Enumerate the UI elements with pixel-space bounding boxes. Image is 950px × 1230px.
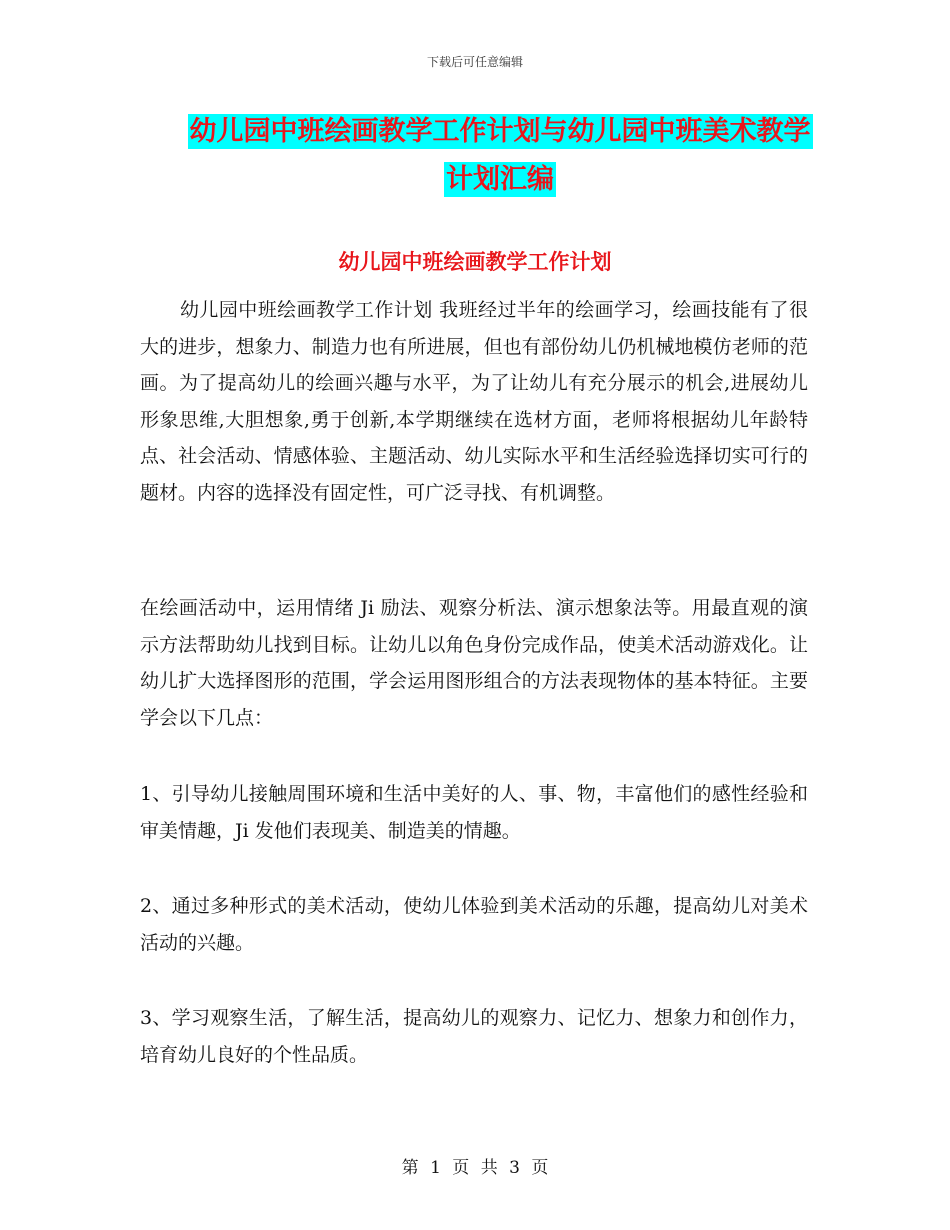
list-item-2: 2、通过多种形式的美术活动，使幼儿体验到美术活动的乐趣，提高幼儿对美术活动的兴趣。: [140, 895, 808, 954]
list-item-1: 1、引导幼儿接触周围环境和生活中美好的人、事、物，丰富他们的感性经验和审美情趣，Ji 发他们表现美、制造美的情趣。: [140, 783, 808, 842]
paragraph-intro: 幼儿园中班绘画教学工作计划 我班经过半年的绘画学习，绘画技能有了很大的进步，想象力、制造力也有所进展，但也有部份幼儿仍机械地模仿老师的范画。为了提高幼儿的绘画兴趣与水平，为了让幼儿有充分展示的机会,进展幼儿形象思维,大胆想象,勇于创新,本学期继续在选材方面，老师将根据幼儿年龄特点、社会活动、情感体验、主题活动、幼儿实际水平和生活经验选择切实可行的题材。内容的选择没有固定性，可广泛寻找、有机调整。: [140, 299, 808, 504]
document-title-line-2: 计划汇编: [446, 164, 554, 195]
list-item-3: 3、学习观察生活，了解生活，提高幼儿的观察力、记忆力、想象力和创作力，培育幼儿良好的个性品质。: [140, 1007, 808, 1066]
document-title-line-1: 幼儿园中班绘画教学工作计划与幼儿园中班美术教学: [189, 116, 811, 147]
header-note: 下载后可任意编辑: [426, 55, 523, 69]
section-title: 幼儿园中班绘画教学工作计划: [338, 250, 612, 274]
document-title: [140, 108, 860, 204]
paragraph-methods: 在绘画活动中，运用情绪 Ji 励法、观察分析法、演示想象法等。用最直观的演示方法帮助幼儿找到目标。让幼儿以角色身份完成作品，使美术活动游戏化。让幼儿扩大选择图形的范围，学会运用图形组合的方法表现物体的基本特征。主要学会以下几点：: [140, 597, 808, 729]
page-footer: 第 1 页 共 3 页: [401, 1158, 549, 1178]
